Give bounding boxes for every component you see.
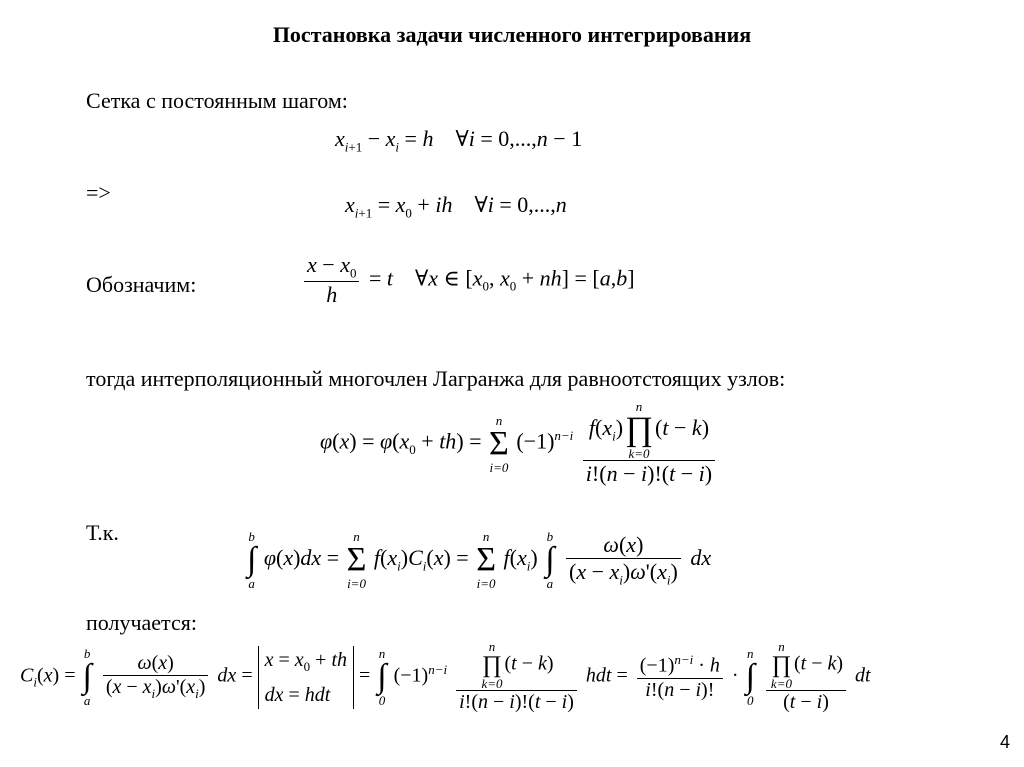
formula-substitution: $\frac{x - x_0}{h}$ = t ∀x ∈ [$x_0$, $x_0 + nh] = [a,b]$ xyxy=(300,252,635,308)
denote-label: Обозначим: xyxy=(86,272,197,297)
implies-arrow: => xyxy=(86,180,111,205)
formula-integral: b ∫ a φ(x)dx = n Σ i=0 $f(x_i)C_i(x)$ = n Σ i=0 $f(x_i)$ b ∫ a $\frac{\omega(x)}{(x - x_i)\omega'(x_i)}$ dx xyxy=(247,529,712,591)
grid-label: Сетка с постоянным шагом: xyxy=(86,88,348,113)
page-number: 4 xyxy=(999,732,1010,752)
formula-coefficient: $C_i(x)$ = b ∫ a $\frac{\omega(x)}{(x - x_i)\omega'(x_i)}$ dx = $x = x_0$ + th dx = hdt = n ∫ 0 $(-1)^{n-i}$ n ∏ k=0 (t − k) i!(n − i)!(t − i) hdt = $\frac{(-1)^{n-i} \cdot h}{i!(n - i)!}$ · n ∫ 0 n ∏ k=0 (t − k) (t − i) dt xyxy=(20,639,871,713)
formula-nodes: $x_{i+1} = x_0$ + ih ∀i = 0,...,n xyxy=(345,192,567,221)
since-label: Т.к. xyxy=(86,520,119,545)
formula-lagrange: $\varphi(x) = \varphi(x_0 + th)$ = n Σ i=0 $(-1)^{n-i}$ $f(x_i)$ n ∏ k=0 (t − k) i!(n − i)!(t − i) xyxy=(320,400,719,487)
formula-step: $x_{i+1} - x_i = h$ ∀i = 0,...,n − 1 xyxy=(335,126,583,155)
page-title: Постановка задачи численного интегрирования xyxy=(272,22,752,47)
lagrange-label: тогда интерполяционный многочлен Лагранжа для равноотстоящих узлов: xyxy=(86,366,786,391)
result-label: получается: xyxy=(86,610,197,635)
